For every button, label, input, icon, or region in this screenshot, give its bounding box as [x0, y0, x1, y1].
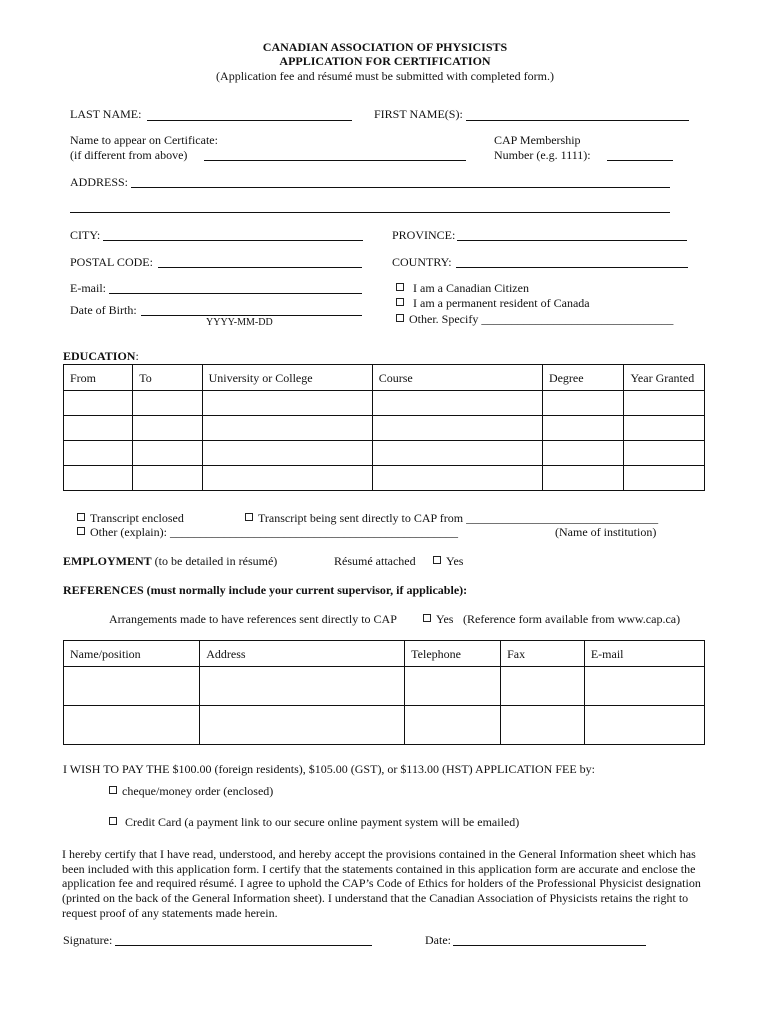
institution-hint: (Name of institution) [555, 525, 657, 539]
table-row[interactable] [64, 466, 705, 491]
col-fax: Fax [501, 641, 585, 667]
form-subtitle: APPLICATION FOR CERTIFICATION [279, 54, 491, 68]
col-course: Course [372, 365, 542, 391]
city-field[interactable] [103, 240, 363, 241]
col-from: From [64, 365, 133, 391]
certificate-name-label: Name to appear on Certificate: [70, 133, 218, 147]
reference-form-note: (Reference form available from www.cap.ca) [463, 612, 681, 626]
checkbox-icon[interactable] [396, 314, 404, 322]
certificate-name-hint: (if different from above) [70, 148, 188, 162]
table-row[interactable] [64, 391, 705, 416]
col-university: University or College [202, 365, 372, 391]
col-telephone: Telephone [405, 641, 501, 667]
payment-credit-card-option[interactable]: Credit Card (a payment link to our secure online payment system will be emailed) [109, 815, 519, 830]
checkbox-icon[interactable] [396, 283, 404, 291]
address-field-2[interactable] [70, 212, 670, 213]
country-label: COUNTRY: [392, 255, 452, 269]
other-explain-option[interactable]: Other (explain): ________________________________________________ [77, 525, 458, 540]
col-email: E-mail [584, 641, 704, 667]
col-name-position: Name/position [64, 641, 200, 667]
resume-attached-yes[interactable]: Yes [433, 554, 463, 569]
employment-heading: EMPLOYMENT (to be detailed in résumé) [63, 554, 278, 568]
first-name-field[interactable] [466, 120, 689, 121]
last-name-label: LAST NAME: [70, 107, 142, 121]
col-address: Address [200, 641, 405, 667]
references-yes-option[interactable]: Yes [423, 612, 453, 627]
signature-label: Signature: [63, 933, 113, 947]
email-label: E-mail: [70, 281, 106, 295]
checkbox-icon[interactable] [77, 513, 85, 521]
transcript-enclosed-option[interactable]: Transcript enclosed [77, 511, 184, 526]
checkbox-icon[interactable] [433, 556, 441, 564]
dob-field[interactable] [141, 315, 362, 316]
last-name-field[interactable] [147, 120, 352, 121]
resume-attached-label: Résumé attached [334, 554, 416, 568]
form-instructions: (Application fee and résumé must be submitted with completed form.) [216, 69, 554, 83]
address-label: ADDRESS: [70, 175, 129, 189]
city-label: CITY: [70, 228, 101, 242]
first-name-label: FIRST NAME(S): [374, 107, 463, 121]
references-table [63, 640, 705, 745]
references-heading: REFERENCES (must normally include your current supervisor, if applicable): [63, 583, 468, 597]
signature-field[interactable] [115, 945, 372, 946]
col-to: To [133, 365, 202, 391]
country-field[interactable] [456, 267, 688, 268]
table-header-row [64, 641, 705, 667]
table-header-row [64, 365, 705, 391]
cap-number-hint: Number (e.g. 1111): [494, 148, 591, 162]
table-row[interactable] [64, 441, 705, 466]
certification-statement: I hereby certify that I have read, understood, and hereby accept the provisions contained in the General Information sheet which has been included with this application form. I certify that the statements contained in this application form are accurate and enclose the application fee and required résumé. I agree to uphold the CAP’s Code of Ethics for holders of the Professional Physicist designation (printed on the back of the General Information sheet). I understand that the Canadian Association of Physicists retains the right to request proof of any statements made herein. [62, 847, 701, 920]
payment-heading: I WISH TO PAY THE $100.00 (foreign residents), $105.00 (GST), or $113.00 (HST) APPLICATION FEE by: [63, 762, 595, 776]
postal-code-label: POSTAL CODE: [70, 255, 153, 269]
references-arrangements-label: Arrangements made to have references sent directly to CAP [109, 612, 397, 626]
status-citizen[interactable]: I am a Canadian Citizen [396, 281, 529, 296]
cap-number-field[interactable] [607, 160, 673, 161]
status-other[interactable]: Other. Specify ________________________________ [396, 312, 673, 327]
checkbox-icon[interactable] [423, 614, 431, 622]
education-heading: EDUCATION: [63, 349, 139, 363]
checkbox-icon[interactable] [77, 527, 85, 535]
col-degree: Degree [542, 365, 624, 391]
address-field-1[interactable] [131, 187, 670, 188]
form-title: CANADIAN ASSOCIATION OF PHYSICISTS [262, 40, 508, 54]
table-row[interactable] [64, 667, 705, 706]
checkbox-icon[interactable] [109, 786, 117, 794]
dob-label: Date of Birth: [70, 303, 137, 317]
col-year-granted: Year Granted [624, 365, 705, 391]
checkbox-icon[interactable] [245, 513, 253, 521]
education-table [63, 364, 705, 491]
province-field[interactable] [457, 240, 687, 241]
dob-format-hint: YYYY-MM-DD [206, 317, 273, 328]
table-row[interactable] [64, 416, 705, 441]
cap-number-label: CAP Membership [494, 133, 581, 147]
payment-cheque-option[interactable]: cheque/money order (enclosed) [109, 784, 273, 799]
transcript-sent-option[interactable]: Transcript being sent directly to CAP from ________________________________ [245, 511, 658, 526]
table-row[interactable] [64, 706, 705, 745]
status-permanent-resident[interactable]: I am a permanent resident of Canada [396, 296, 590, 311]
email-field[interactable] [109, 293, 362, 294]
checkbox-icon[interactable] [109, 817, 117, 825]
date-field[interactable] [453, 945, 646, 946]
checkbox-icon[interactable] [396, 298, 404, 306]
date-label: Date: [425, 933, 451, 947]
province-label: PROVINCE: [392, 228, 456, 242]
certificate-name-field[interactable] [204, 160, 466, 161]
postal-code-field[interactable] [158, 267, 362, 268]
